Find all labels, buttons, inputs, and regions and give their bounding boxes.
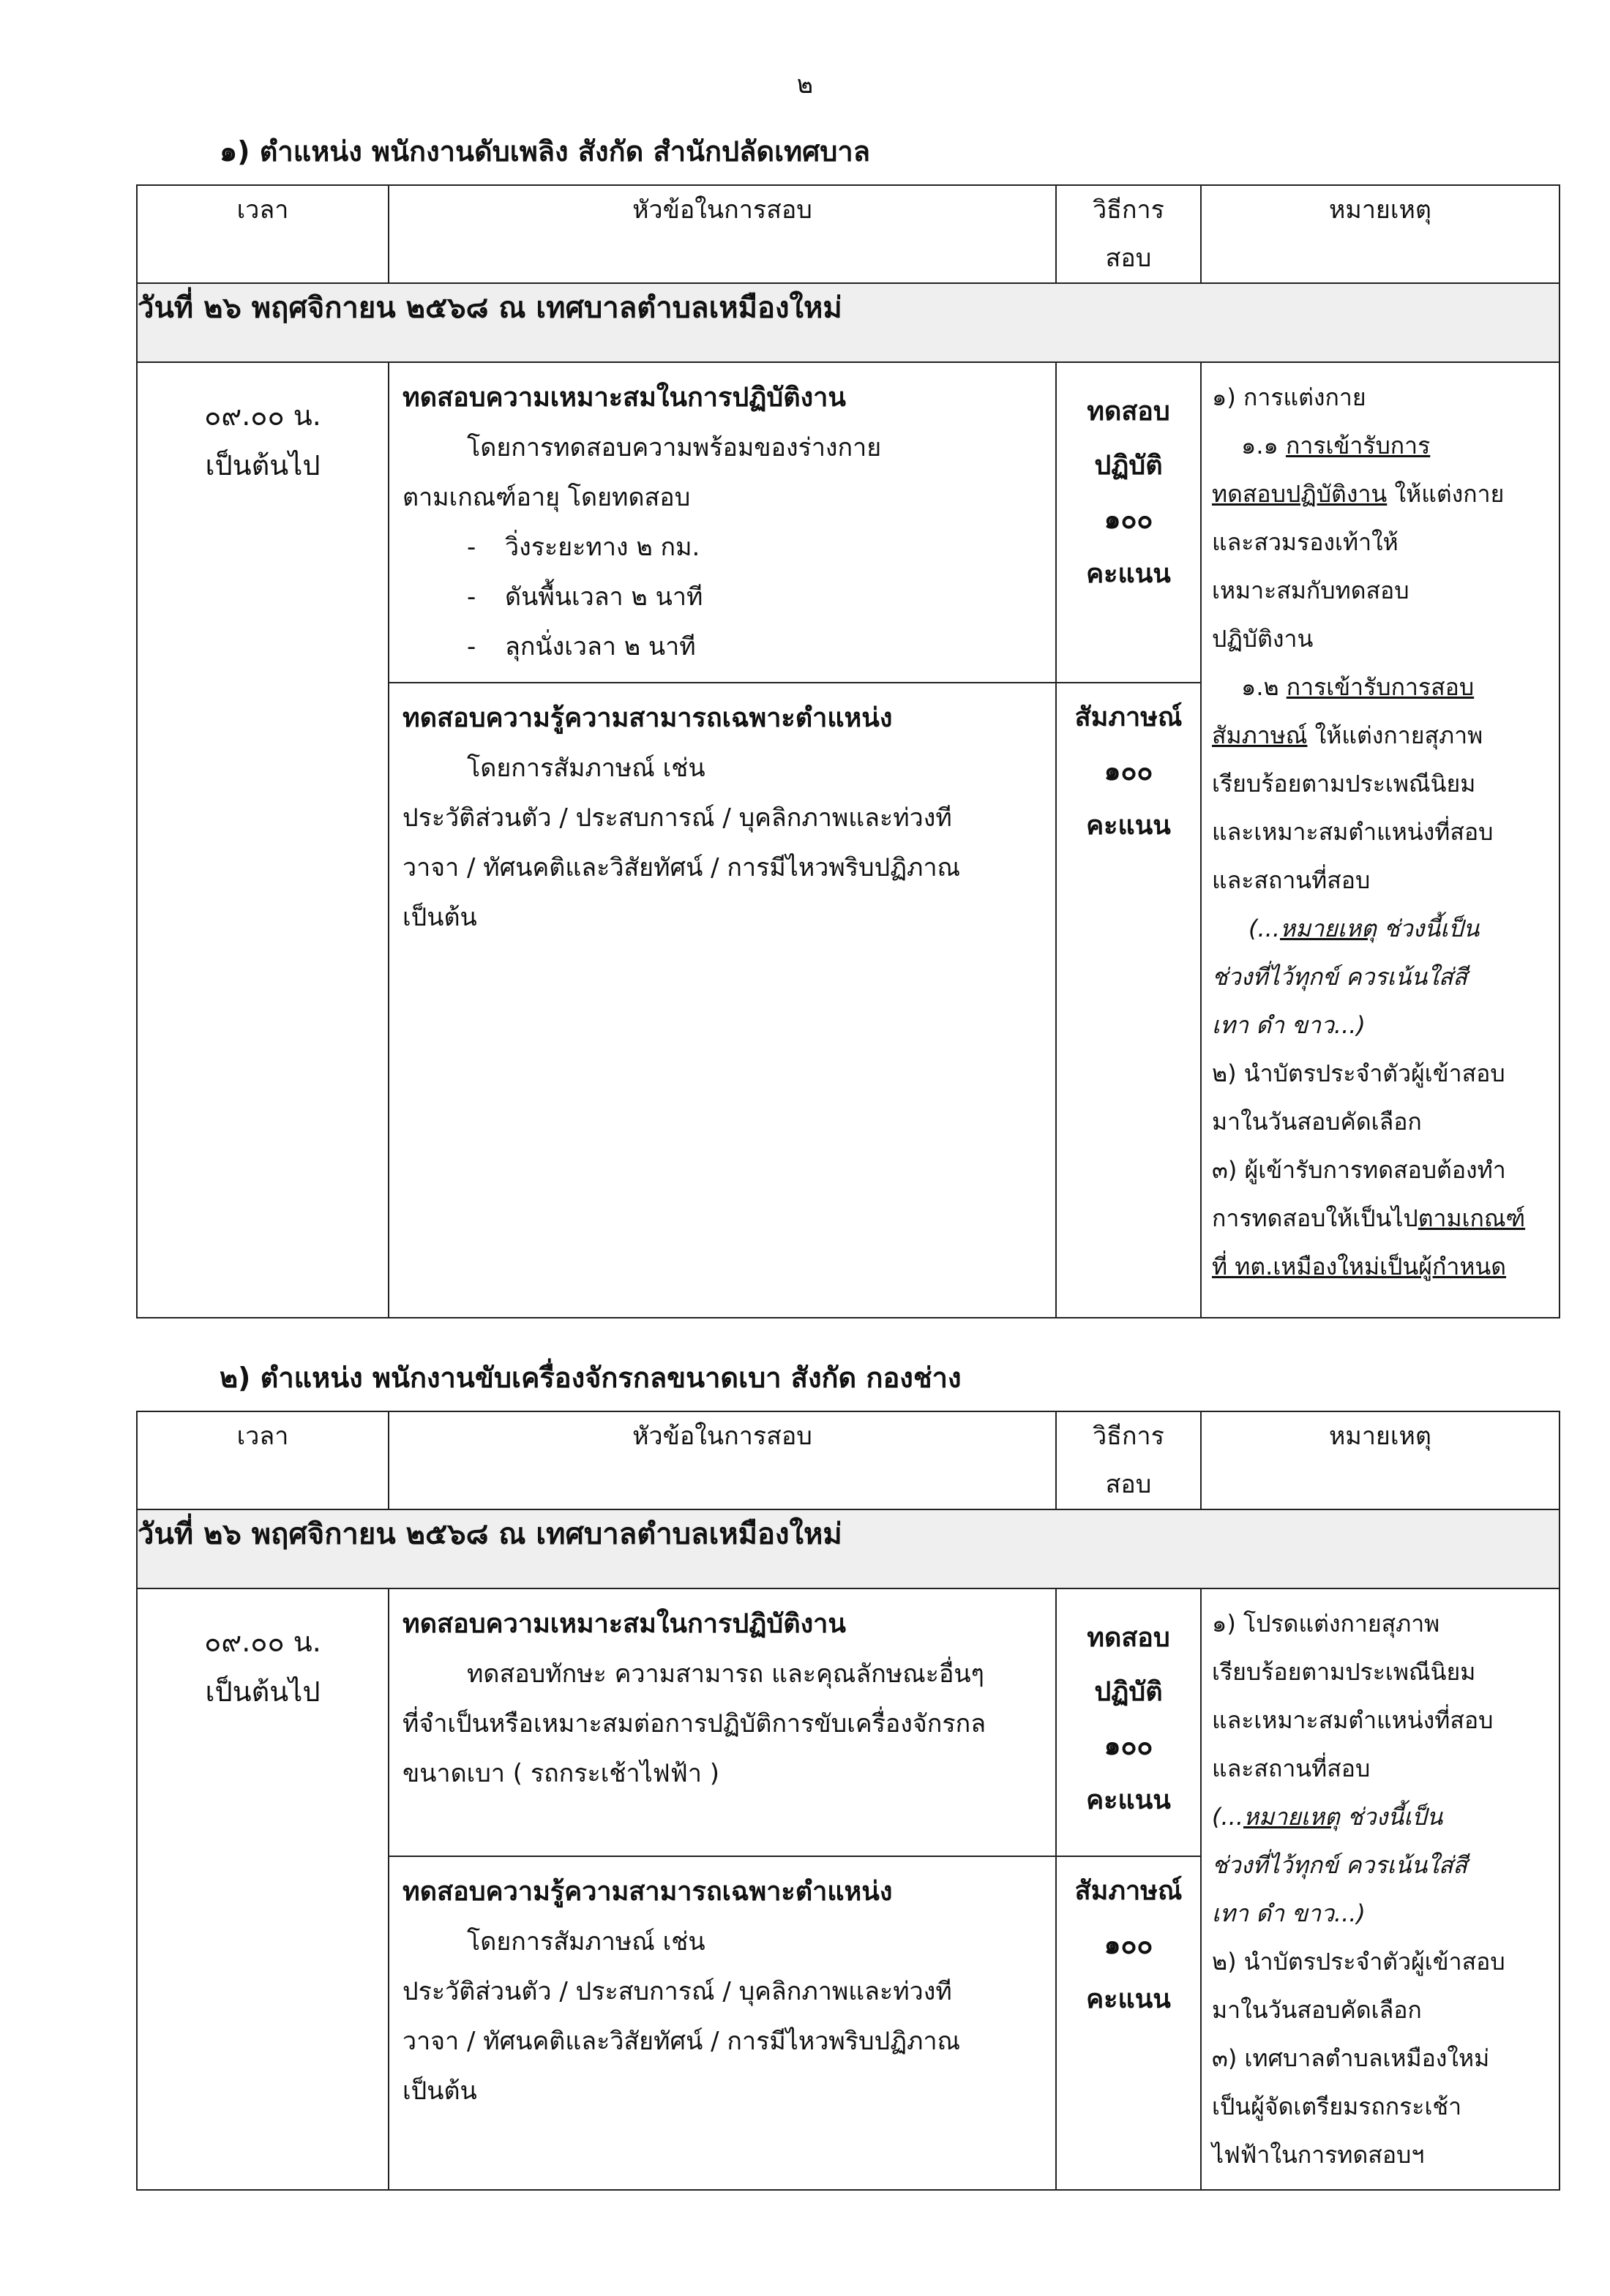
col-header-method-line-1: วิธีการ — [1093, 195, 1164, 225]
remark-line — [1212, 470, 1551, 518]
practical-line: โดยการทดสอบความพร้อมของร่างกาย — [467, 433, 882, 462]
practical-title: ทดสอบความเหมาะสมในการปฏิบัติงาน — [402, 383, 847, 413]
col-header-time: เวลา — [137, 1411, 389, 1509]
remark-line: ๒) นำบัตรประจำตัวผู้เข้าสอบ — [1212, 1948, 1505, 1976]
time-start: ๐๙.๐๐ น. — [204, 399, 321, 432]
remark-line: ๑) โปรดแต่งกายสุภาพ — [1212, 1610, 1440, 1637]
remark-line: ๑) การแต่งกาย — [1212, 383, 1366, 411]
note-label: หมายเหตุ — [1243, 1803, 1340, 1831]
remark-note — [1212, 1793, 1551, 1841]
remark-line: และสถานที่สอบ — [1212, 866, 1371, 894]
remark-note: เทา ดำ ขาว...) — [1212, 1899, 1366, 1927]
interview-method-cell — [1056, 683, 1201, 1318]
time-onward: เป็นต้นไป — [205, 449, 321, 481]
remark-line: ๓) ผู้เข้ารับการทดสอบต้องทำ — [1212, 1156, 1506, 1184]
method-line: ทดสอบ — [1087, 397, 1170, 427]
col-header-remark: หมายเหตุ — [1201, 185, 1560, 283]
remark-line: และเหมาะสมตำแหน่งที่สอบ — [1212, 818, 1494, 846]
method-line: ๑๐๐ — [1104, 757, 1153, 787]
remark-note: ช่วงที่ไว้ทุกข์ ควรเน้นใส่สี — [1212, 963, 1467, 991]
col-header-method-line-2: สอบ — [1105, 244, 1152, 273]
method-line: ปฏิบัติ — [1094, 451, 1163, 481]
note-label: หมายเหตุ — [1280, 915, 1377, 942]
col-header-method-line-1: วิธีการ — [1093, 1422, 1164, 1451]
section-2-heading: ๒) ตำแหน่ง พนักงานขับเครื่องจักรกลขนาดเบา สังกัด กองช่าง — [220, 1362, 962, 1394]
time-start: ๐๙.๐๐ น. — [204, 1626, 321, 1658]
method-line: สัมภาษณ์ — [1074, 1876, 1183, 1906]
practical-topic-cell — [389, 1588, 1056, 1856]
interview-line: วาจา / ทัศนคติและวิสัยทัศน์ / การมีไหวพริบปฏิภาณ — [402, 2027, 961, 2056]
method-line: ๑๐๐ — [1104, 505, 1153, 535]
interview-line: ประวัติส่วนตัว / ประสบการณ์ / บุคลิกภาพและท่วงที — [402, 1977, 952, 2006]
remark-line: เป็นผู้จัดเตรียมรถกระเช้า — [1212, 2093, 1462, 2120]
remark-line: และสวมรองเท้าให้ — [1212, 528, 1399, 556]
note-prefix: (... — [1248, 915, 1280, 942]
remarks-cell — [1201, 362, 1560, 1318]
remark-line: และสถานที่สอบ — [1212, 1755, 1371, 1782]
practical-row — [137, 362, 1560, 683]
remark-underlined: การเข้ารับการ — [1285, 432, 1431, 459]
remark-line: ปฏิบัติงาน — [1212, 625, 1314, 653]
remark-underlined: ทดสอบปฏิบัติงาน — [1212, 480, 1388, 508]
remark-line: ไฟฟ้าในการทดสอบฯ — [1212, 2141, 1425, 2169]
page-number: ๒ — [796, 70, 814, 100]
remark-underlined: การเข้ารับการสอบ — [1286, 673, 1475, 701]
remark-underlined: สัมภาษณ์ — [1212, 721, 1308, 749]
date-line: วันที่ ๒๖ พฤศจิกายน ๒๕๖๘ ณ เทศบาลตำบลเหมืองใหม่ — [137, 1509, 1560, 1588]
practical-line: ทดสอบทักษะ ความสามารถ และคุณลักษณะอื่นๆ — [467, 1659, 984, 1689]
interview-title: ทดสอบความรู้ความสามารถเฉพาะตำแหน่ง — [402, 1877, 893, 1907]
time-onward: เป็นต้นไป — [205, 1676, 321, 1708]
practical-line: ตามเกณฑ์อายุ โดยทดสอบ — [402, 483, 691, 512]
section-1-schedule-table — [136, 184, 1560, 1318]
remark-text: ให้แต่งกาย — [1394, 480, 1505, 508]
remark-line: มาในวันสอบคัดเลือก — [1212, 1108, 1422, 1136]
method-line: ปฏิบัติ — [1094, 1677, 1163, 1707]
note-text: ช่วงนี้เป็น — [1339, 1803, 1443, 1831]
practical-item: - ลุกนั่งเวลา ๒ นาที — [467, 632, 696, 661]
col-header-time: เวลา — [137, 185, 389, 283]
remark-line: ๒) นำบัตรประจำตัวผู้เข้าสอบ — [1212, 1059, 1505, 1087]
practical-item-text: วิ่งระยะทาง ๒ กม. — [505, 533, 700, 562]
date-line: วันที่ ๒๖ พฤศจิกายน ๒๕๖๘ ณ เทศบาลตำบลเหมืองใหม่ — [137, 283, 1560, 362]
col-header-remark: หมายเหตุ — [1201, 1411, 1560, 1509]
practical-line: ที่จำเป็นหรือเหมาะสมต่อการปฏิบัติการขับเครื่องจักรกล — [402, 1709, 986, 1738]
remarks-cell — [1201, 1588, 1560, 2190]
section-2-schedule-table — [136, 1411, 1560, 2191]
method-line: คะแนน — [1086, 559, 1171, 589]
practical-topic-cell — [389, 362, 1056, 683]
time-cell — [137, 1588, 389, 2190]
method-line: คะแนน — [1086, 1785, 1171, 1815]
col-header-method-line-2: สอบ — [1105, 1470, 1152, 1499]
remark-line: ๓) เทศบาลตำบลเหมืองใหม่ — [1212, 2044, 1490, 2072]
col-header-topic: หัวข้อในการสอบ — [389, 1411, 1056, 1509]
method-line: ๑๐๐ — [1104, 1731, 1153, 1761]
interview-line: ประวัติส่วนตัว / ประสบการณ์ / บุคลิกภาพและท่วงที — [402, 803, 952, 833]
section-1-heading: ๑) ตำแหน่ง พนักงานดับเพลิง สังกัด สำนักปลัดเทศบาล — [220, 135, 871, 168]
practical-method-cell — [1056, 362, 1201, 683]
interview-line: โดยการสัมภาษณ์ เช่น — [467, 754, 705, 783]
col-header-topic: หัวข้อในการสอบ — [389, 185, 1056, 283]
interview-method-cell — [1056, 1856, 1201, 2190]
remark-line: เรียบร้อยตามประเพณีนิยม — [1212, 1658, 1476, 1686]
remark-line: มาในวันสอบคัดเลือก — [1212, 1996, 1422, 2024]
remark-line: เหมาะสมกับทดสอบ — [1212, 577, 1409, 604]
interview-topic-cell — [389, 1856, 1056, 2190]
remark-note: ช่วงที่ไว้ทุกข์ ควรเน้นใส่สี — [1212, 1851, 1467, 1879]
method-line: ทดสอบ — [1087, 1623, 1170, 1653]
interview-line: วาจา / ทัศนคติและวิสัยทัศน์ / การมีไหวพริบปฏิภาณ — [402, 853, 961, 882]
note-text: ช่วงนี้เป็น — [1376, 915, 1480, 942]
remark-line — [1212, 1194, 1551, 1242]
method-line: คะแนน — [1086, 811, 1171, 841]
interview-line: เป็นต้น — [402, 2076, 477, 2106]
interview-title: ทดสอบความรู้ความสามารถเฉพาะตำแหน่ง — [402, 703, 893, 733]
method-line: สัมภาษณ์ — [1074, 702, 1183, 732]
col-header-method — [1056, 185, 1201, 283]
method-line: คะแนน — [1086, 1984, 1171, 2014]
date-row — [137, 1509, 1560, 1588]
interview-line: โดยการสัมภาษณ์ เช่น — [467, 1927, 705, 1957]
time-cell — [137, 362, 389, 1318]
practical-method-cell — [1056, 1588, 1201, 1856]
interview-topic-cell — [389, 683, 1056, 1318]
practical-item-text: ดันพื้นเวลา ๒ นาที — [505, 582, 703, 612]
note-prefix: (... — [1212, 1803, 1243, 1831]
remark-underlined: ที่ ทต.เหมืองใหม่เป็นผู้กำหนด — [1212, 1253, 1507, 1280]
method-line: ๑๐๐ — [1104, 1930, 1153, 1960]
remark-line: และเหมาะสมตำแหน่งที่สอบ — [1212, 1706, 1494, 1734]
remark-num: ๑.๒ — [1241, 673, 1279, 701]
interview-line: เป็นต้น — [402, 903, 477, 932]
remark-line — [1212, 663, 1551, 711]
practical-row — [137, 1588, 1560, 1856]
col-header-method — [1056, 1411, 1201, 1509]
remark-line — [1212, 711, 1551, 759]
remark-num: ๑.๑ — [1241, 432, 1278, 459]
remark-note: เทา ดำ ขาว...) — [1212, 1011, 1366, 1039]
remark-text: การทดสอบให้เป็นไป — [1212, 1204, 1418, 1232]
practical-item: - ดันพื้นเวลา ๒ นาที — [467, 582, 703, 612]
practical-item: - วิ่งระยะทาง ๒ กม. — [467, 533, 700, 562]
remark-text: ให้แต่งกายสุภาพ — [1314, 721, 1483, 749]
practical-title: ทดสอบความเหมาะสมในการปฏิบัติงาน — [402, 1609, 847, 1639]
remark-note — [1212, 904, 1551, 953]
remark-underlined: ตามเกณฑ์ — [1418, 1204, 1526, 1232]
remark-line: เรียบร้อยตามประเพณีนิยม — [1212, 770, 1476, 798]
table-header-row — [137, 1411, 1560, 1509]
table-header-row — [137, 185, 1560, 283]
practical-item-text: ลุกนั่งเวลา ๒ นาที — [505, 632, 696, 661]
remark-line — [1212, 421, 1551, 470]
practical-line: ขนาดเบา ( รถกระเช้าไฟฟ้า ) — [402, 1759, 719, 1788]
date-row — [137, 283, 1560, 362]
